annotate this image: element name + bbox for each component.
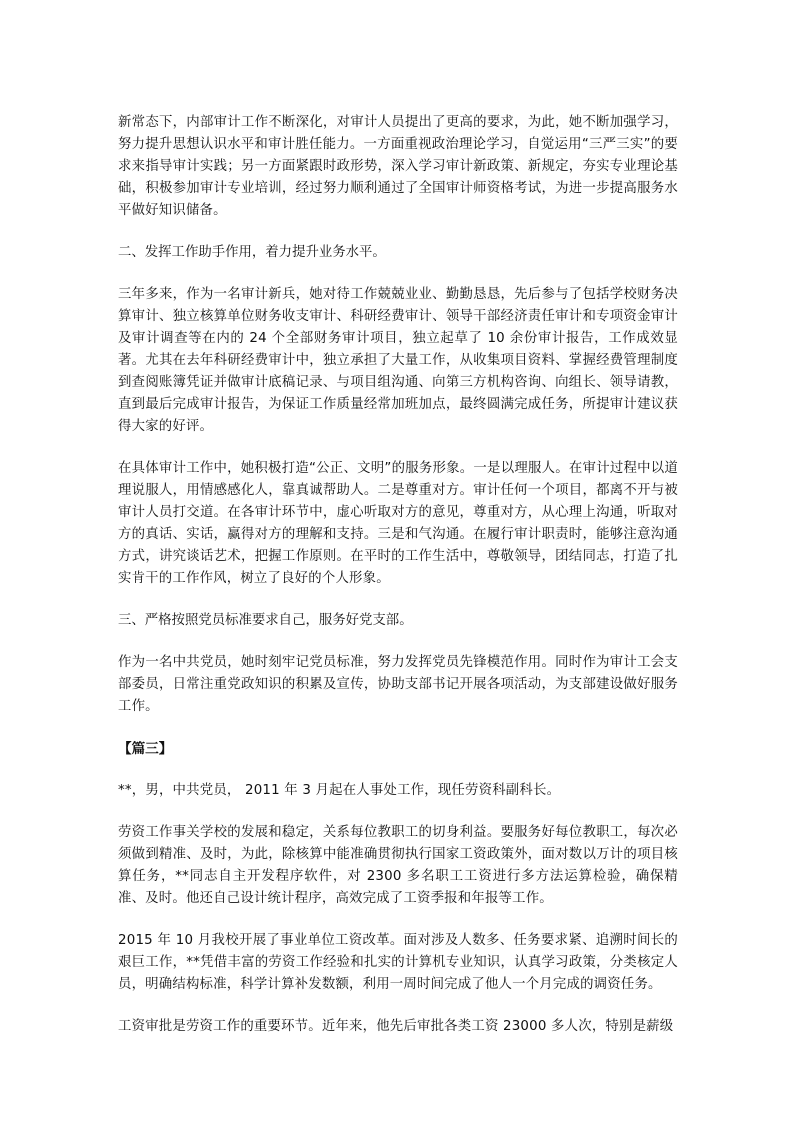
section-title-part-three: 【篇三】 <box>118 741 173 757</box>
paragraph-study: 新常态下，内部审计工作不断深化，对审计人员提出了更高的要求，为此，她不断加强学习，努力提升思想认识水平和审计胜任能力。一方面重视政治理论学习，自觉运用“三严三实”的要求来指导审计实践；另一方面紧跟时政形势，深入学习审计新政策、新规定，夯实专业理论基础，积极参加审计专业培训，经过努力顺利通过了全国审计师资格考试，为进一步提高服务水平做好知识储备。 <box>118 115 678 218</box>
heading-section-three: 三、严格按照党员标准要求自己，服务好党支部。 <box>118 613 413 628</box>
paragraph-salary-approval: 工资审批是劳资工作的重要环节。近年来，他先后审批各类工资 23000 多人次，特别是薪级 <box>118 1019 674 1034</box>
paragraph-service-image: 在具体审计工作中，她积极打造“公正、文明”的服务形象。一是以理服人。在审计过程中以道理说服人，用情感感化人，靠真诚帮助人。二是尊重对方。审计任何一个项目，都离不开与被审计人员打交道。在各审计环节中，虚心听取对方的意见，尊重对方，从心理上沟通，听取对方的真话、实话，赢得对方的理解和支持。三是和气沟通。在履行审计职责时，能够注意沟通方式，讲究谈话艺术，把握工作原则。在平时的工作生活中，尊敬领导，团结同志，打造了扎实肯干的工作作风，树立了良好的个人形象。 <box>118 461 678 586</box>
paragraph-audit-projects: 三年多来，作为一名审计新兵，她对待工作兢兢业业、勤勤恳恳，先后参与了包括学校财务决算审计、独立核算单位财务收支审计、科研经费审计、领导干部经济责任审计和专项资金审计及审计调查等在内的 24 个全部财务审计项目，独立起草了 10 余份审计报告，工作成效显著。尤其在去年科研经费审计中，独立承担了大量工作，从收集项目资料、掌握经费管理制度到查阅账簿凭证并做审计底稿记录、与项目组沟通、向第三方机构咨询、向组长、领导请教，直到最后完成审计报告，为保证工作质量经常加班加点，最终圆满完成任务，所提审计建议获得大家的好评。 <box>118 287 678 434</box>
paragraph-salary-reform: 2015 年 10 月我校开展了事业单位工资改革。面对涉及人数多、任务要求紧、追溯时间长的艰巨工作，**凭借丰富的劳资工作经验和扎实的计算机专业知识，认真学习政策，分类核定人员，明确结构标准，科学计算补发数额，利用一周时间完成了他人一个月完成的调资任务。 <box>118 933 678 992</box>
paragraph-profile: **，男，中共党员， 2011 年 3 月起在人事处工作，现任劳资科副科长。 <box>118 783 561 798</box>
document-page <box>118 112 678 1054</box>
paragraph-party-member: 作为一名中共党员，她时刻牢记党员标准，努力发挥党员先锋模范作用。同时作为审计工会支部委员，日常注重党政知识的积累及宣传，协助支部书记开展各项活动，为支部建设做好服务工作。 <box>118 655 678 714</box>
paragraph-payroll-work: 劳资工作事关学校的发展和稳定，关系每位教职工的切身利益。要服务好每位教职工，每次必须做到精准、及时，为此，除核算中能准确贯彻执行国家工资政策外，面对数以万计的项目核算任务，**同志自主开发程序软件，对 2300 多名职工工资进行多方法运算检验，确保精准、及时。他还自己设计统计程序，高效完成了工资季报和年报等工作。 <box>118 825 678 906</box>
heading-section-two: 二、发挥工作助手作用，着力提升业务水平。 <box>118 245 386 260</box>
